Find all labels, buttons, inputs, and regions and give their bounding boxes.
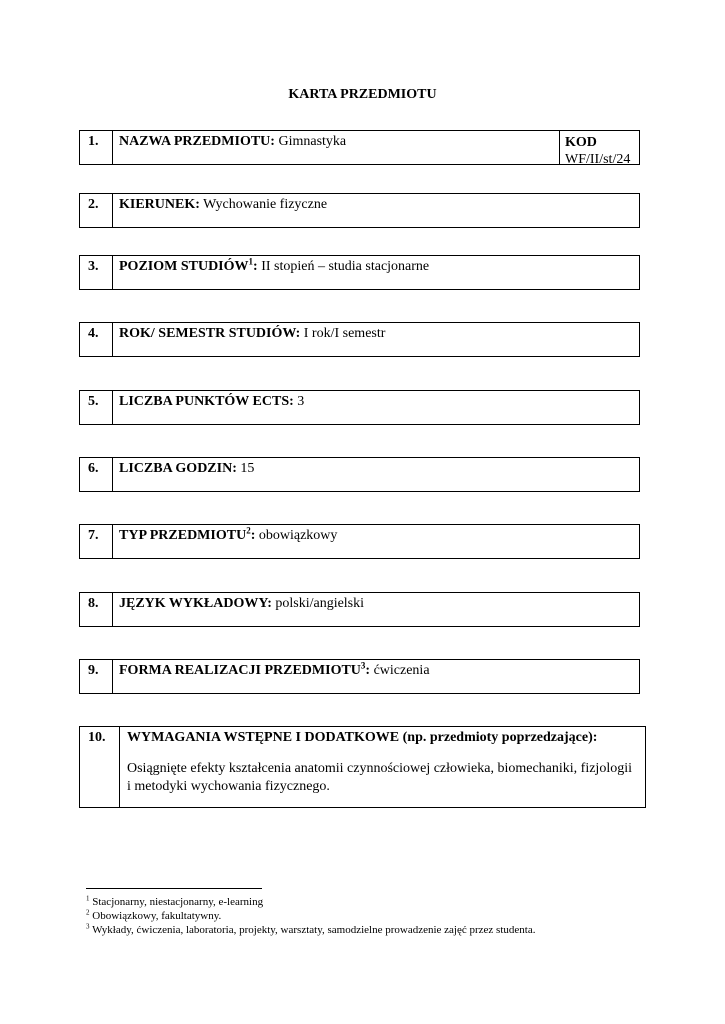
row-content [113,194,639,227]
field-row-subject-type [79,524,640,559]
field-row-field-of-study [79,193,640,228]
row-content [113,458,639,491]
footnote-ref: 3 [360,660,366,671]
row-label: POZIOM STUDIÓW$^1$: [119,256,258,274]
row-number: 1. [80,131,113,164]
row-label: LICZBA GODZIN: [119,461,237,476]
row-value: polski/angielski [275,596,365,611]
row-label: ROK/ SEMESTR STUDIÓW: [119,326,301,341]
row-value: 15 [240,461,255,476]
row-number: 10. [80,727,120,807]
row-value: I rok/I semestr [303,326,386,341]
row-content [113,391,639,424]
row-content [113,131,559,164]
row-number: 2. [80,194,113,227]
row-label: KIERUNEK: [119,197,200,212]
footnote-divider [86,888,262,889]
field-row-subject-name [79,130,640,165]
code-label: KOD [565,135,597,150]
field-row-ects [79,390,640,425]
footnote-ref: 1 [248,256,254,267]
row-label: FORMA REALIZACJI PRZEDMIOTU$^3$: [119,660,371,678]
row-number: 8. [80,593,113,626]
field-row-form [79,659,640,694]
row-number: 3. [80,256,113,289]
footnotes [86,895,535,937]
row-label: JĘZYK WYKŁADOWY: [119,596,272,611]
row-number: 6. [80,458,113,491]
field-row-language [79,592,640,627]
row-value: 3 [297,394,305,409]
code-value: WF/II/st/24 [565,152,631,167]
row-value: obowiązkowy [258,528,338,543]
row-value: Gimnastyka [278,134,347,149]
row-content [113,323,639,356]
row-number: 5. [80,391,113,424]
row-number: 7. [80,525,113,558]
row-label: LICZBA PUNKTÓW ECTS: [119,394,294,409]
footnote-ref: 2 [246,525,251,536]
row-value: Wychowanie fizyczne [203,197,328,212]
field-row-study-level [79,255,640,290]
row-value: II stopień – studia stacjonarne [261,259,430,274]
row-content [113,593,639,626]
row-content [113,660,639,693]
row-value: Osiągnięte efekty kształcenia anatomii czynnościowej człowieka, biomechaniki, fizjologii i metodyki wychowania fizycznego. [127,761,632,794]
row-number: 9. [80,660,113,693]
row-content [120,727,645,807]
field-row-year-semester [79,322,640,357]
row-label: WYMAGANIA WSTĘPNE I DODATKOWE (np. przedmioty poprzedzające): [127,730,598,745]
document-title: KARTA PRZEDMIOTU [288,87,437,102]
code-cell [559,131,639,167]
row-label: TYP PRZEDMIOTU$^2$: [119,525,256,543]
row-label: NAZWA PRZEDMIOTU: [119,134,275,149]
row-content [113,256,639,289]
field-row-hours [79,457,640,492]
footnote-item: $^3$ Wykłady, ćwiczenia, laboratoria, projekty, warsztaty, samodzielne prowadzenie zajęć przez studenta. [86,922,536,936]
row-value: ćwiczenia [373,663,430,678]
footnote-item: $^1$ Stacjonarny, niestacjonarny, e-learning [86,894,264,908]
row-content [113,525,639,558]
footnote-item: $^2$ Obowiązkowy, fakultatywny. [86,908,222,922]
row-number: 4. [80,323,113,356]
field-row-requirements [79,726,646,808]
